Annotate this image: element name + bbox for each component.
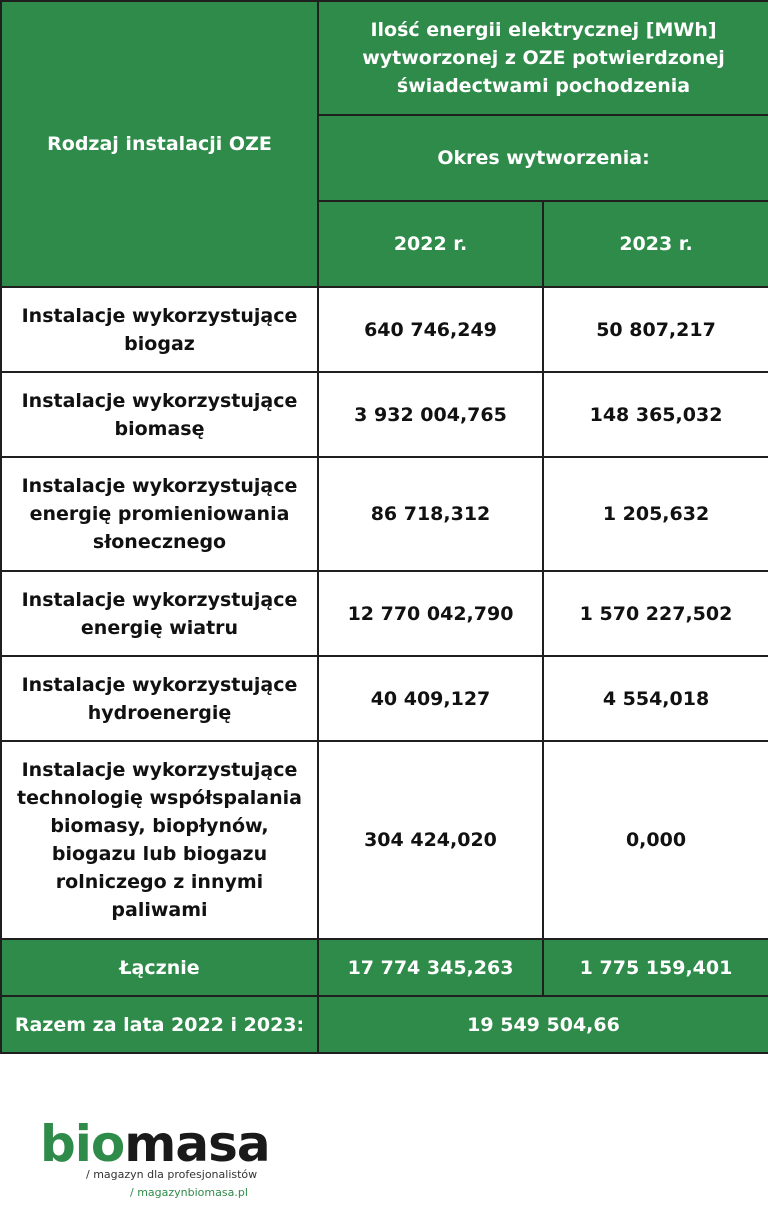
row-value-2022: 12 770 042,790 (318, 571, 543, 656)
logo-tagline: / magazyn dla profesjonalistów (86, 1168, 258, 1181)
table-row (1, 457, 768, 571)
total-label: Łącznie (1, 939, 318, 996)
logo-wordmark (40, 1115, 280, 1173)
row-value-2022: 640 746,249 (318, 287, 543, 372)
table-row (1, 656, 768, 741)
row-value-2023: 50 807,217 (543, 287, 768, 372)
row-type: Instalacje wykorzystujące energię promieniowania słonecznego (1, 457, 318, 571)
row-type: Instalacje wykorzystujące technologię współspalania biomasy, biopłynów, biogazu lub biogazu rolniczego z innymi paliwami (1, 741, 318, 939)
header-year-2023: 2023 r. (543, 201, 768, 287)
total-row (1, 939, 768, 996)
row-type: Instalacje wykorzystujące energię wiatru (1, 571, 318, 656)
biomasa-logo (40, 1115, 280, 1208)
header-energy-amount: Ilość energii elektrycznej [MWh] wytworzonej z OZE potwierdzonej świadectwami pochodzenia (318, 1, 768, 115)
row-type: Instalacje wykorzystujące biogaz (1, 287, 318, 372)
row-value-2023: 4 554,018 (543, 656, 768, 741)
logo-url: / magazynbiomasa.pl (130, 1186, 248, 1199)
table-row (1, 741, 768, 939)
sum-value: 19 549 504,66 (318, 996, 768, 1053)
logo-word-masa: masa (124, 1115, 270, 1173)
row-value-2023: 1 570 227,502 (543, 571, 768, 656)
row-value-2022: 304 424,020 (318, 741, 543, 939)
row-value-2023: 1 205,632 (543, 457, 768, 571)
row-type: Instalacje wykorzystujące biomasę (1, 372, 318, 457)
table-row (1, 287, 768, 372)
table-row (1, 372, 768, 457)
sum-row (1, 996, 768, 1053)
table-row (1, 571, 768, 656)
header-period: Okres wytworzenia: (318, 115, 768, 201)
total-value-2022: 17 774 345,263 (318, 939, 543, 996)
row-type: Instalacje wykorzystujące hydroenergię (1, 656, 318, 741)
sum-label: Razem za lata 2022 i 2023: (1, 996, 318, 1053)
row-value-2023: 148 365,032 (543, 372, 768, 457)
row-value-2023: 0,000 (543, 741, 768, 939)
row-value-2022: 3 932 004,765 (318, 372, 543, 457)
row-value-2022: 40 409,127 (318, 656, 543, 741)
header-year-2022: 2022 r. (318, 201, 543, 287)
logo-word-bio: bio (40, 1115, 125, 1173)
row-value-2022: 86 718,312 (318, 457, 543, 571)
total-value-2023: 1 775 159,401 (543, 939, 768, 996)
header-installation-type: Rodzaj instalacji OZE (1, 1, 318, 287)
